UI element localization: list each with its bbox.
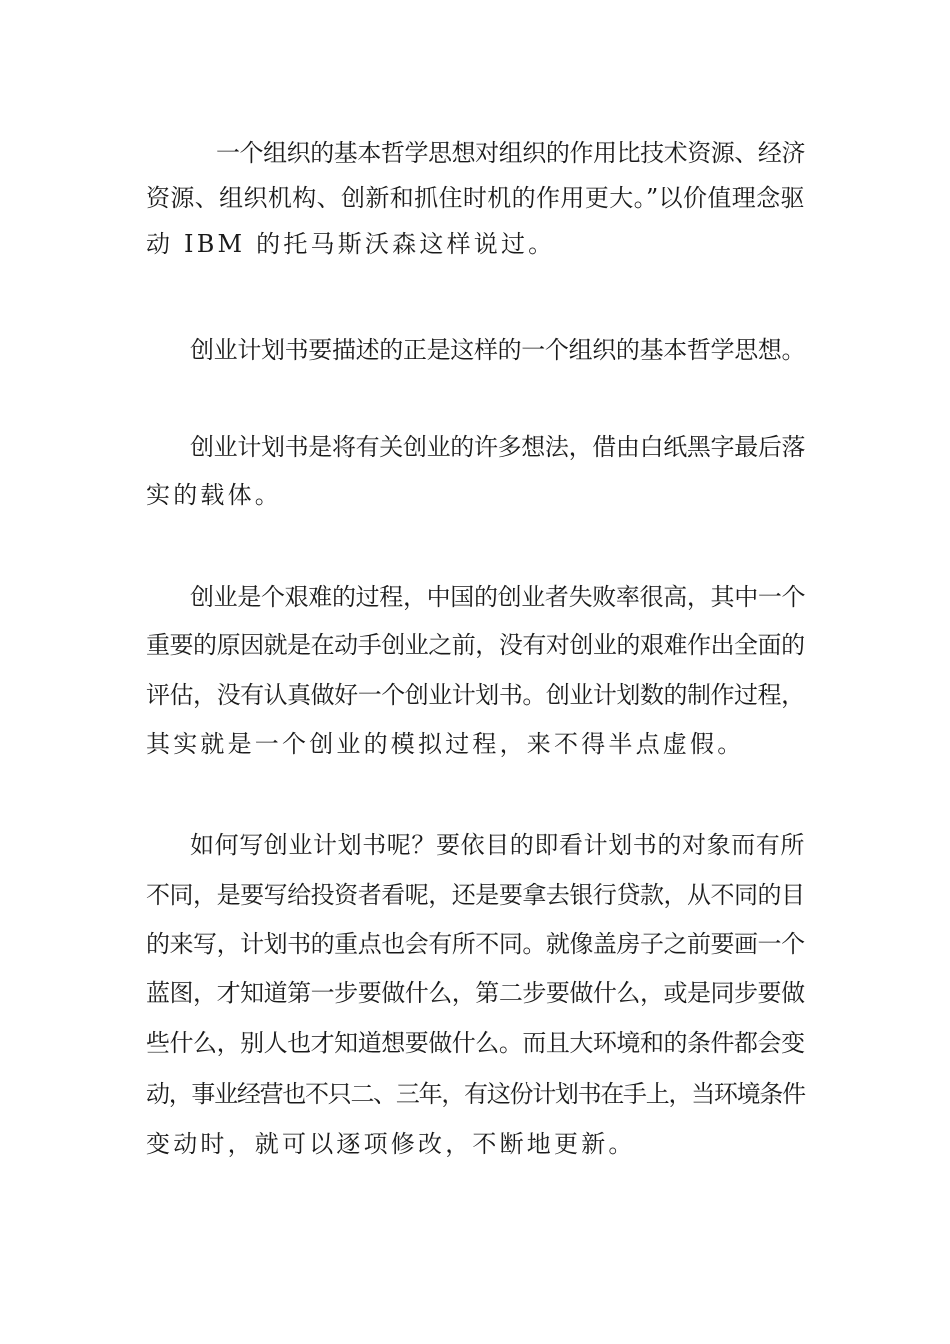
paragraph-5-line-6: 动，事业经营也不只二、三年，有这份计划书在手上，当环境条件	[146, 1080, 805, 1108]
paragraph-4-line-4: 其实就是一个创业的模拟过程，来不得半点虚假。	[146, 730, 745, 758]
paragraph-5-line-4: 蓝图，才知道第一步要做什么，第二步要做什么，或是同步要做	[146, 979, 805, 1007]
paragraph-4-line-2: 重要的原因就是在动手创业之前，没有对创业的艰难作出全面的	[146, 631, 805, 659]
paragraph-4-line-3: 评估，没有认真做好一个创业计划书。创业计划数的制作过程，	[146, 681, 805, 709]
paragraph-5-line-3: 的来写，计划书的重点也会有所不同。就像盖房子之前要画一个	[146, 930, 805, 958]
paragraph-5-line-5: 些什么，别人也才知道想要做什么。而且大环境和的条件都会变	[146, 1029, 805, 1057]
paragraph-5-line-7: 变动时，就可以逐项修改，不断地更新。	[146, 1130, 636, 1158]
paragraph-1-line-2: 资源、组织机构、创新和抓住时机的作用更大。”以价值理念驱	[146, 184, 805, 212]
paragraph-3-line-2: 实的载体。	[146, 481, 282, 509]
paragraph-5-line-2: 不同，是要写给投资者看呢，还是要拿去银行贷款，从不同的目	[146, 881, 805, 909]
paragraph-2-line-1: 创业计划书要描述的正是这样的一个组织的基本哲学思想。	[190, 336, 806, 364]
paragraph-4-line-1: 创业是个艰难的过程，中国的创业者失败率很高，其中一个	[190, 583, 806, 611]
paragraph-1-line-3: 动 IBM 的托马斯沃森这样说过。	[146, 230, 556, 258]
paragraph-1-line-1: 一个组织的基本哲学思想对组织的作用比技术资源、经济	[216, 139, 805, 167]
paragraph-5-line-1: 如何写创业计划书呢？要依目的即看计划书的对象而有所	[190, 831, 805, 859]
paragraph-3-line-1: 创业计划书是将有关创业的许多想法，借由白纸黑字最后落	[190, 433, 806, 461]
